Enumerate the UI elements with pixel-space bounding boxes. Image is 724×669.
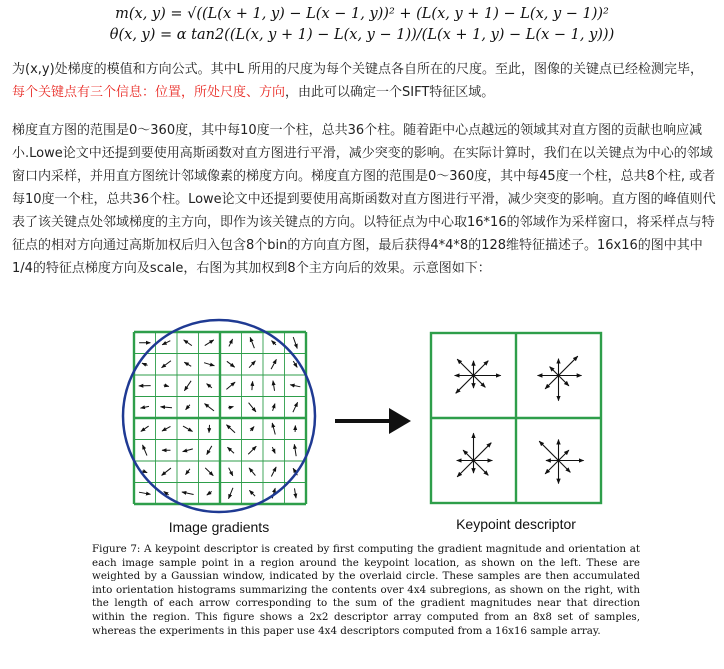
histogram-arrow [550, 367, 559, 376]
gradient-arrow [273, 381, 275, 391]
histogram-arrow [463, 450, 473, 460]
gradient-arrow [162, 341, 170, 345]
histogram-arrow [559, 356, 578, 375]
gradient-arrow [293, 337, 297, 348]
gradient-arrow [294, 488, 296, 498]
gradient-arrow [143, 445, 147, 456]
histogram-arrow [559, 461, 571, 473]
histogram-arrow [456, 376, 474, 394]
gradient-arrow [249, 490, 255, 496]
gradient-arrow [294, 444, 296, 456]
gradient-arrow [162, 468, 171, 475]
magnitude-formula: m(x, y) = √((L(x + 1, y) − L(x − 1, y))² + (L(x, y + 1) − L(x, y − 1))² [115, 6, 609, 22]
descriptor-histogram-arrows [455, 356, 584, 483]
histogram-arrow [457, 461, 473, 477]
histogram-arrow [539, 441, 558, 460]
gradient-arrow [186, 405, 190, 410]
para1-highlight: 每个关键点有三个信息：位置，所处尺度、方向 [12, 85, 286, 100]
histogram-arrow [474, 376, 486, 388]
paragraph-histogram: 梯度直方图的范围是0～360度，其中每10度一个柱，总共36个柱。随着距中心点越远的领域其对直方图的贡献也响应减小.Lowe论文中还提到要使用高斯函数对直方图进行平滑，减少突变的影响。在实际计算时，我们在以关键点为中心的邻域窗口内采样，并用直方图统计邻域像素的梯度方向。梯度直方图的范围是0～360度，其中每45度一个柱，总共8个柱, 或者每10度一个柱，总共36个柱。Lowe论文中还提到要使用高斯函数对直方图进行平滑，减少突变的影响。直方图的峰值则代表了该关键点处邻域梯度的主方向，即作为该关键点的方向。以特征点为中心取16*16的邻域作为采样窗口，将采样点与特征点的相对方向通过高斯加权后归入包含8个bin的方向直方图，最后获得4*4*8的128维特征描述子。16x16的图中其中1/4的特征点梯度方向及scale，右图为其加权到8个主方向后的效果。示意图如下： [12, 123, 716, 276]
gradient-arrow [249, 361, 255, 368]
histogram-arrow [545, 376, 558, 389]
gradient-arrow [227, 361, 235, 367]
gradient-arrow [228, 407, 233, 408]
figure-svg [0, 320, 724, 535]
gradient-arrow [248, 446, 256, 454]
gradient-arrow [250, 337, 254, 348]
figure-caption: Figure 7: A keypoint descriptor is created by first computing the gradient magnitude and orientation at each image sample point in a region around the keypoint location, as shown on the left. These are weighted by a Gaussian window, indicated by the overlaid circle. These samples are then accumulated into orientation histograms summarizing the contents over 4x4 subregions, as shown on the right, with the length of each arrow corresponding to the sum of the gradient magnitudes near that direction within the region. This figure shows a 2x2 descriptor array computed from an 8x8 set of samples, whereas the experiments in this paper use 4x4 descriptors computed from a 16x16 sample array. [92, 543, 640, 637]
gradient-arrow [229, 468, 233, 476]
gradient-arrow [272, 341, 276, 345]
keypoint-descriptor-label: Keypoint descriptor [456, 516, 576, 532]
gradient-arrow [186, 469, 190, 475]
gradient-arrow [290, 385, 300, 387]
orientation-formula: θ(x, y) = α tan2((L(x, y + 1) − L(x, y − 1))/(L(x + 1, y) − L(x − 1, y))) [109, 27, 615, 43]
gradient-arrow [207, 491, 212, 495]
gradient-arrow [204, 363, 214, 366]
gradient-arrow [141, 406, 149, 408]
gradient-arrow [229, 488, 233, 499]
para1-lead: 为(x,y)处梯度的模值和方向公式。其中L 所用的尺度为每个关键点各自所在的尺度。至此，图像的关键点已经检测完毕， [12, 62, 704, 77]
gradient-arrow [183, 449, 193, 452]
gradient-arrow [252, 381, 253, 390]
histogram-arrow [474, 461, 489, 476]
gradient-arrow [229, 339, 233, 346]
gradient-arrow [139, 492, 150, 494]
gradient-arrow [226, 382, 235, 389]
gradient-arrow [293, 402, 298, 412]
gradient-arrow [164, 385, 169, 386]
gradient-formulas [0, 4, 724, 46]
gradient-arrow [271, 467, 276, 477]
gradient-arrow [205, 340, 214, 346]
gradient-arrow [142, 363, 148, 365]
image-gradients-grid [134, 332, 306, 504]
gradient-arrow [249, 403, 256, 412]
gradient-arrow [250, 427, 254, 431]
gradient-arrow [205, 468, 213, 476]
gradient-arrow [205, 404, 214, 411]
gradient-arrow [142, 471, 147, 473]
gradient-arrow [161, 407, 172, 408]
gradient-arrow [293, 361, 297, 367]
histogram-arrow [559, 450, 569, 460]
gradient-arrow [162, 426, 170, 431]
gradient-arrow [273, 404, 275, 411]
gradient-arrow [226, 425, 235, 433]
sift-descriptor-figure [0, 320, 724, 535]
gradient-arrow [184, 381, 191, 391]
gradient-arrow [272, 423, 275, 435]
gradient-arrow [207, 446, 212, 455]
image-gradients-label: Image gradients [168, 519, 270, 535]
histogram-arrow [474, 361, 489, 376]
histogram-arrow [457, 359, 473, 375]
gradient-arrow [184, 340, 192, 346]
histogram-arrow [474, 443, 492, 461]
gradient-arrow [271, 359, 276, 369]
paragraph-keypoint-info [12, 58, 716, 104]
histogram-arrow [559, 376, 569, 386]
gradient-arrow [207, 384, 212, 388]
gradient-arrow [227, 447, 234, 453]
gradient-arrow [272, 447, 275, 453]
gradient-arrow [184, 362, 191, 366]
gradient-arrow [182, 492, 194, 495]
gradient-arrow [249, 468, 255, 476]
gradient-arrow [183, 426, 192, 431]
gradient-arrow [141, 426, 149, 431]
gradient-arrow [162, 361, 171, 368]
histogram-arrow [545, 461, 558, 474]
gradient-arrow [209, 425, 210, 433]
right-arrow-icon [335, 408, 411, 434]
para1-tail: ，由此可以确定一个SIFT特征区域。 [285, 85, 495, 100]
